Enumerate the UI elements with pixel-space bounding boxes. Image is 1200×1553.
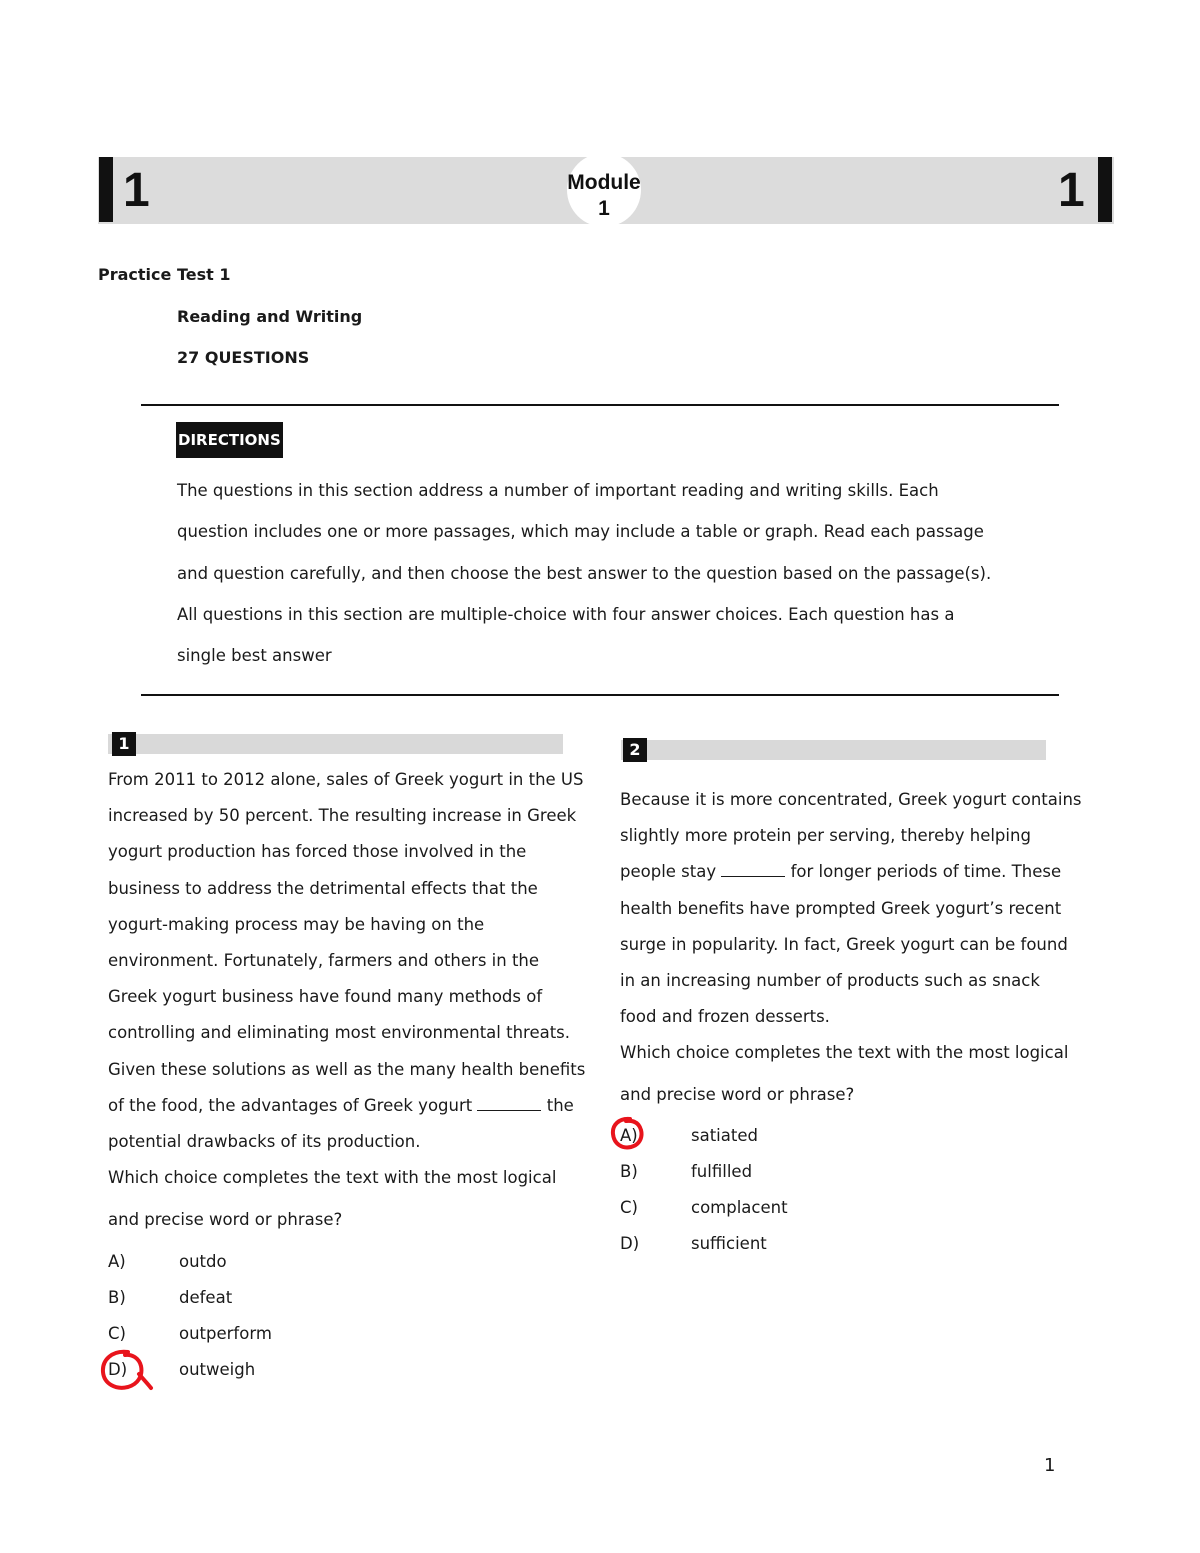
passage-line: yogurt-making process may be having on the bbox=[108, 914, 485, 934]
blank-after-text: the bbox=[546, 1095, 574, 1115]
passage-line: From 2011 to 2012 alone, sales of Greek yogurt in the US bbox=[108, 770, 584, 789]
passage-line: increased by 50 percent. The resulting increase in Greek bbox=[108, 806, 577, 826]
answer-circle-mark-q2 bbox=[608, 1114, 648, 1154]
question-count: 27 QUESTIONS bbox=[177, 348, 310, 367]
choice-a[interactable] bbox=[108, 1244, 508, 1280]
choice-d[interactable] bbox=[620, 1226, 1020, 1262]
passage-line: potential drawbacks of its production. bbox=[108, 1132, 421, 1152]
question-2-choices bbox=[620, 1118, 1020, 1262]
question-1-passage bbox=[108, 762, 598, 1239]
choice-b[interactable] bbox=[108, 1280, 508, 1316]
choice-text: sufficient bbox=[691, 1234, 767, 1253]
question-prompt: Which choice completes the text with the most logical bbox=[108, 1168, 557, 1188]
blank-before-text: of the food, the advantages of Greek yogurt bbox=[108, 1095, 473, 1115]
passage-line: Because it is more concentrated, Greek yogurt contains bbox=[620, 790, 1082, 809]
choice-letter: D) bbox=[620, 1234, 640, 1253]
passage-line: Given these solutions as well as the many health benefits bbox=[108, 1059, 586, 1079]
header-right-bar bbox=[1098, 157, 1112, 222]
choice-text: outdo bbox=[179, 1252, 227, 1271]
question-1-number: 1 bbox=[112, 732, 136, 756]
module-label: Module bbox=[567, 171, 641, 194]
passage-line: food and frozen desserts. bbox=[620, 1007, 830, 1027]
choice-letter: C) bbox=[620, 1198, 638, 1217]
choice-letter: C) bbox=[108, 1324, 126, 1343]
choice-text: satiated bbox=[691, 1126, 758, 1145]
question-1-header-bar bbox=[108, 734, 563, 754]
directions-top-rule bbox=[141, 404, 1059, 406]
passage-line: business to address the detrimental effects that the bbox=[108, 878, 538, 898]
passage-line: surge in popularity. In fact, Greek yogurt can be found bbox=[620, 934, 1068, 954]
directions-line: All questions in this section are multiple-choice with four answer choices. Each question has a bbox=[177, 604, 955, 624]
directions-text bbox=[177, 470, 1037, 676]
choice-text: outperform bbox=[179, 1324, 272, 1343]
question-prompt: and precise word or phrase? bbox=[620, 1084, 855, 1104]
passage-line-with-blank bbox=[108, 1088, 598, 1124]
module-badge bbox=[567, 153, 641, 227]
choice-letter: D) bbox=[108, 1360, 128, 1379]
directions-line: and question carefully, and then choose the best answer to the question based on the passage(s). bbox=[177, 563, 992, 583]
question-prompt: and precise word or phrase? bbox=[108, 1210, 343, 1230]
header-left-number: 1 bbox=[123, 164, 150, 217]
directions-line: question includes one or more passages, which may include a table or graph. Read each passage bbox=[177, 522, 984, 542]
directions-line: The questions in this section address a number of important reading and writing skills. Each bbox=[177, 481, 939, 500]
answer-blank bbox=[721, 862, 785, 877]
choice-d[interactable] bbox=[108, 1352, 508, 1388]
passage-line: controlling and eliminating most environmental threats. bbox=[108, 1023, 571, 1043]
passage-line: in an increasing number of products such as snack bbox=[620, 971, 1040, 991]
page-number: 1 bbox=[1044, 1455, 1056, 1476]
question-2-passage bbox=[620, 782, 1090, 1113]
question-2-number: 2 bbox=[623, 738, 647, 762]
question-prompt: Which choice completes the text with the most logical bbox=[620, 1043, 1069, 1063]
choice-text: fulfilled bbox=[691, 1162, 753, 1181]
directions-bottom-rule bbox=[141, 694, 1059, 696]
directions-line: single best answer bbox=[177, 646, 332, 666]
passage-line-with-blank bbox=[620, 854, 1090, 890]
passage-line: health benefits have prompted Greek yogurt’s recent bbox=[620, 898, 1062, 918]
question-1-choices bbox=[108, 1244, 508, 1388]
passage-line: slightly more protein per serving, thereby helping bbox=[620, 826, 1031, 846]
choice-b[interactable] bbox=[620, 1154, 1020, 1190]
choice-c[interactable] bbox=[620, 1190, 1020, 1226]
header-right-number: 1 bbox=[1058, 164, 1085, 217]
choice-a[interactable] bbox=[620, 1118, 1020, 1154]
passage-line: environment. Fortunately, farmers and others in the bbox=[108, 951, 540, 971]
choice-text: defeat bbox=[179, 1288, 233, 1307]
passage-line: yogurt production has forced those involved in the bbox=[108, 842, 527, 862]
choice-letter: A) bbox=[108, 1252, 126, 1271]
choice-letter: B) bbox=[108, 1288, 126, 1307]
question-2-header-bar bbox=[621, 740, 1046, 760]
blank-after-text: for longer periods of time. These bbox=[790, 862, 1062, 882]
passage-line: Greek yogurt business have found many methods of bbox=[108, 987, 543, 1007]
header-left-bar bbox=[99, 157, 113, 222]
choice-text: complacent bbox=[691, 1198, 788, 1217]
section-title: Reading and Writing bbox=[177, 307, 363, 326]
answer-circle-mark-q1 bbox=[98, 1346, 156, 1394]
answer-blank bbox=[477, 1096, 541, 1111]
module-number: 1 bbox=[598, 197, 610, 220]
choice-letter: B) bbox=[620, 1162, 638, 1181]
test-title: Practice Test 1 bbox=[98, 265, 231, 284]
directions-label: DIRECTIONS bbox=[176, 422, 283, 458]
choice-letter: A) bbox=[620, 1126, 638, 1145]
choice-c[interactable] bbox=[108, 1316, 508, 1352]
blank-before-text: people stay bbox=[620, 862, 717, 882]
choice-text: outweigh bbox=[179, 1360, 256, 1379]
